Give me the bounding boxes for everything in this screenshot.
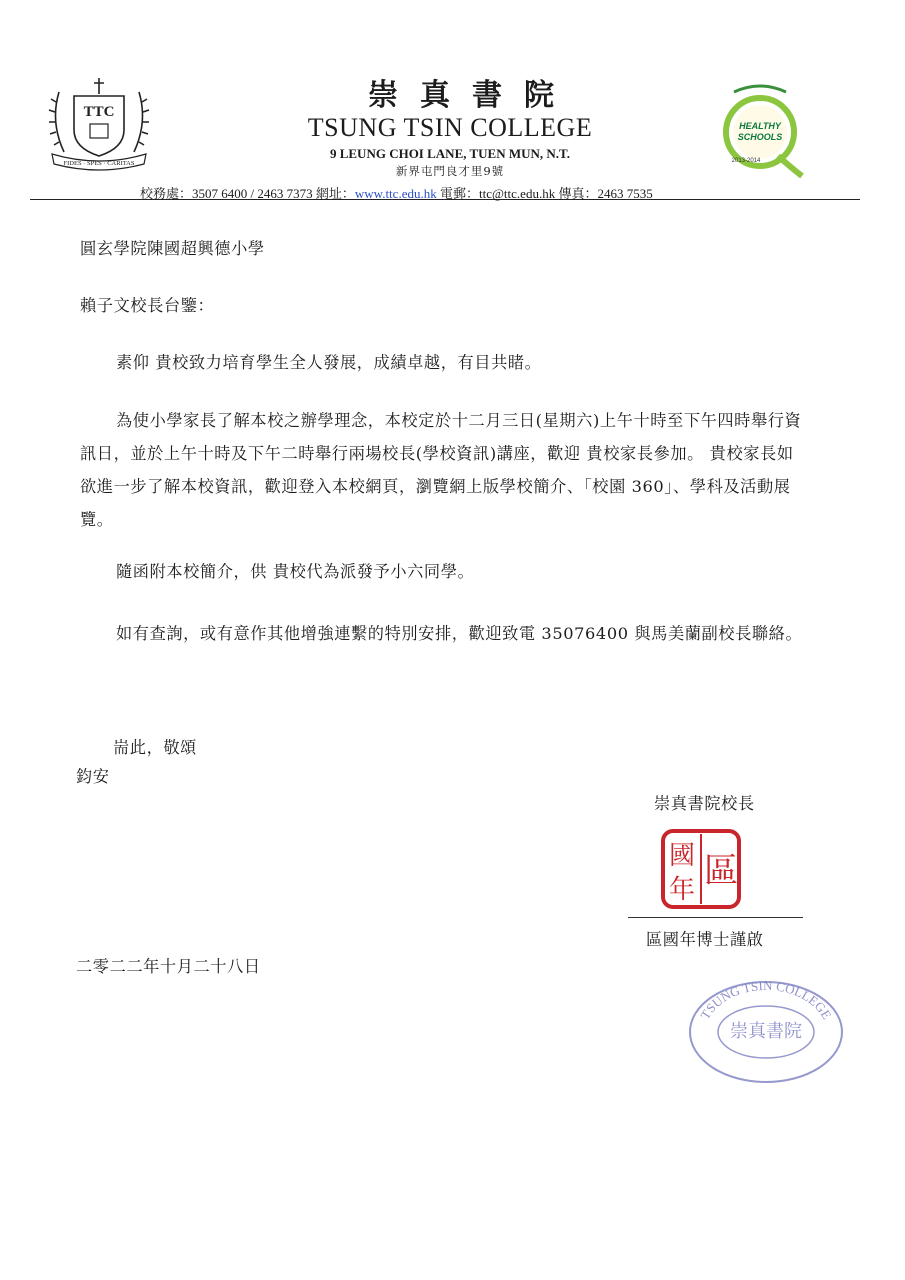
signer-title: 崇真書院校長 <box>654 794 755 813</box>
school-address-chinese: 新界屯門良才里9號 <box>395 164 505 178</box>
principal-seal <box>660 828 742 910</box>
closing-line-1: 耑此，敬頌 <box>113 738 197 757</box>
letter-date: 二零二二年十月二十八日 <box>76 957 261 976</box>
school-address-english: 9 LEUNG CHOI LANE, TUEN MUN, N.T. <box>329 146 571 161</box>
paragraph-3-text: 隨函附本校簡介，供 貴校代為派發予小六同學。 <box>116 562 475 581</box>
svg-text:國: 國 <box>668 841 696 871</box>
signature-line <box>628 917 803 918</box>
signer-name: 區國年博士謹啟 <box>646 930 764 949</box>
contact-suffix: 電郵：ttc@ttc.edu.hk 傳真：2463 7535 <box>436 186 653 201</box>
svg-text:崇真書院: 崇真書院 <box>730 1021 802 1042</box>
school-name-english: TSUNG TSIN COLLEGE <box>307 113 593 142</box>
svg-text:年: 年 <box>668 875 696 905</box>
salutation: 賴子文校長台鑒： <box>80 296 215 315</box>
header-divider <box>30 199 860 200</box>
contact-prefix: 校務處：3507 6400 / 2463 7373 網址： <box>140 186 355 201</box>
paragraph-1 <box>80 346 541 379</box>
school-crest-logo <box>44 72 154 172</box>
paragraph-1-text: 素仰 貴校致力培育學生全人發展，成績卓越，有目共睹。 <box>116 353 542 372</box>
school-name-chinese: 崇真書院 <box>368 78 576 113</box>
paragraph-2: 為使小學家長了解本校之辦學理念，本校定於十二月三日(星期六)上午十時至下午四時舉行資訊日，並於上午十時及下午二時舉行兩場校長(學校資訊)講座，歡迎 貴校家長參加。 貴校家長如欲進一步了解本校資訊，歡迎登入本校網頁，瀏覽網上版學校簡介、「校園 360」、學科及活動展覽。 <box>80 411 802 529</box>
paragraph-3 <box>80 555 474 588</box>
school-stamp <box>686 974 846 1084</box>
recipient: 圓玄學院陳國超興德小學 <box>80 239 265 258</box>
paragraph-4: 如有查詢，或有意作其他增強連繫的特別安排，歡迎致電 35076400 與馬美蘭副校長聯絡。 <box>116 624 803 643</box>
svg-text:TTC: TTC <box>83 104 115 120</box>
svg-text:SCHOOLS: SCHOOLS <box>737 132 783 142</box>
healthy-schools-logo <box>716 80 804 180</box>
svg-text:HEALTHY: HEALTHY <box>739 121 781 131</box>
svg-text:FIDES · SPES · CARITAS: FIDES · SPES · CARITAS <box>63 160 135 167</box>
svg-text:2013-2014: 2013-2014 <box>731 158 761 164</box>
website-link[interactable]: www.ttc.edu.hk <box>354 186 437 201</box>
svg-text:區: 區 <box>704 851 738 891</box>
closing-line-2: 鈞安 <box>76 767 110 786</box>
svg-text:TSUNG TSIN COLLEGE: TSUNG TSIN COLLEGE <box>697 977 835 1022</box>
